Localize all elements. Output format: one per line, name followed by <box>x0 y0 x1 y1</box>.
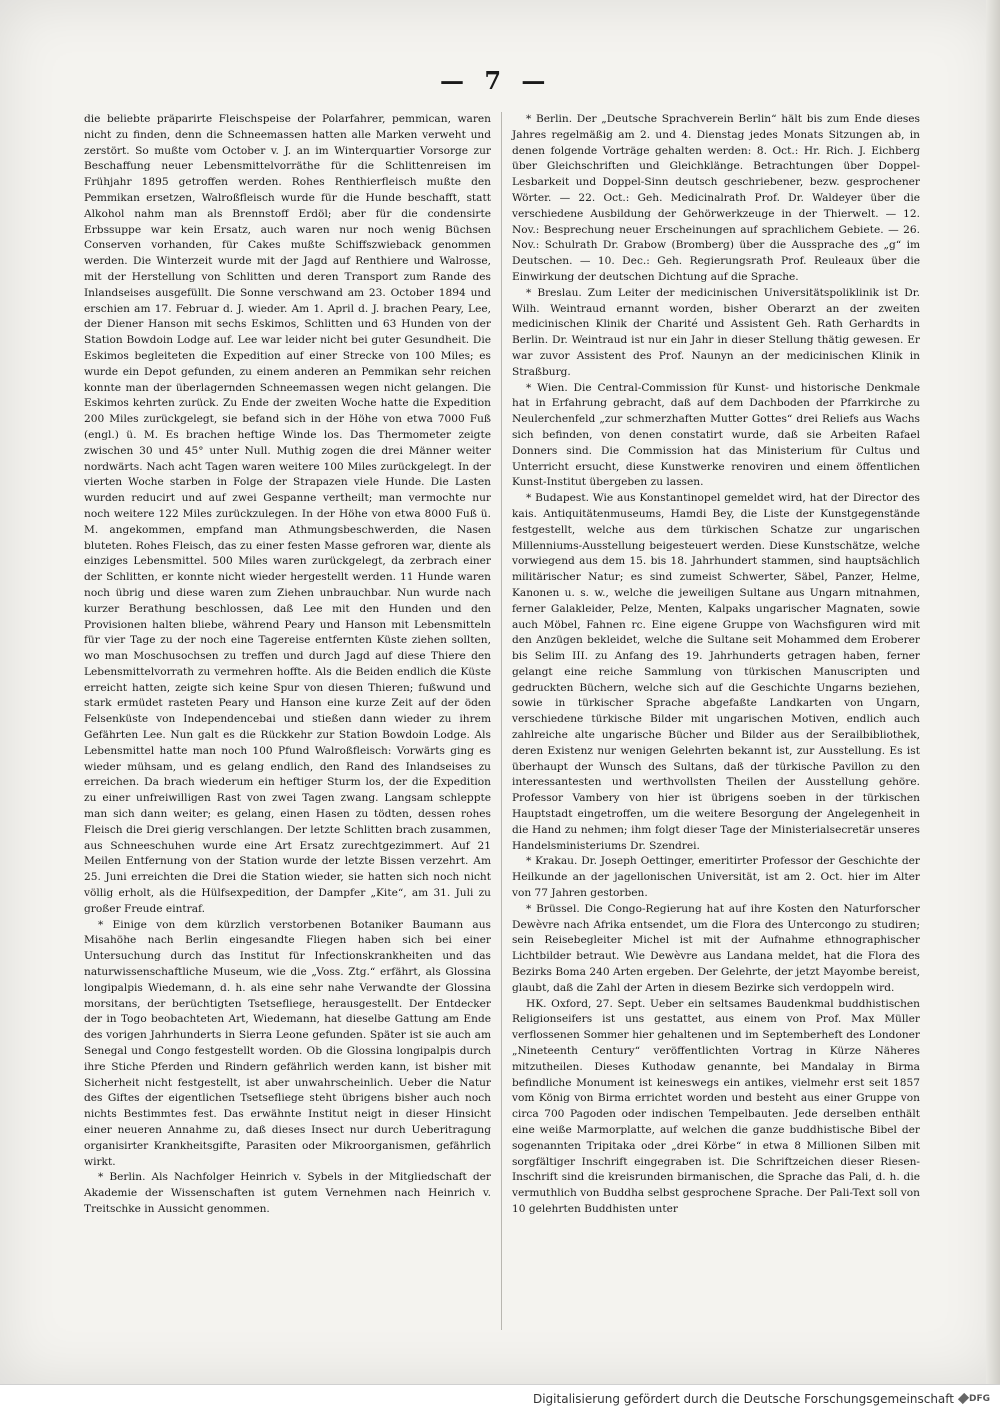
right-column <box>512 112 920 1218</box>
article-paragraph: * Krakau. Dr. Joseph Oettinger, emeritirter Professor der Geschichte der Heilkunde an der jagellonischen Universität, ist am 2. Oct. hier im Alter von 77 Jahren gestorben. <box>512 855 920 900</box>
page-number: — 7 — <box>440 66 552 95</box>
article-paragraph: * Einige von dem kürzlich verstorbenen Botaniker Baumann aus Misahöhe nach Berlin eingesandte Fliegen haben sich bei einer Untersuchung durch das Institut für Infectionskrankheiten und das naturwissenschaftliche Museum, wie die „Voss. Ztg.“ erfährt, als Glossina longipalpis Wiedemann, d. h. als eine sehr nahe Verwandte der Glossina morsitans, der berüchtigten Tsetsefliege, herausgestellt. Der Entdecker der in Togo beobachteten Art, Wiedemann, hat dieselbe Gattung am Ende des vorigen Jahrhunderts in Sierra Leone gefunden. Später ist sie auch am Senegal und Congo festgestellt worden. Ob die Glossina longipalpis durch ihre Stiche Pferden und Rindern gefährlich werden kann, ist bisher mit Sicherheit nicht festgestellt, ist aber unwahrscheinlich. Ueber die Natur des Giftes der eigentlichen Tsetsefliege steht übrigens bisher auch noch nichts Bestimmtes fest. Das erwähnte Institut neigt in dieser Hinsicht einer neueren Annahme zu, daß dieses Insect nur durch Ueberitragung organisirter Krankheitsgifte, Parasiten oder Mikroorganismen, gefährlich wirkt. <box>84 918 491 1168</box>
column-divider <box>501 112 502 1330</box>
funding-notice: Digitalisierung gefördert durch die Deutsche Forschungsgemeinschaft <box>532 1392 954 1406</box>
page-edge <box>986 0 1000 1384</box>
article-paragraph: * Brüssel. Die Congo-Regierung hat auf ihre Kosten den Naturforscher Dewèvre nach Afrika entsendet, um die Flora des Untercongo zu studiren; sein Reisebegleiter Michel ist mit der Aufnahme ethnographischer Lichtbilder betraut. Wie Dewèvre aus Landana meldet, hat die Flora des Bezirks Boma 240 Arten ergeben. Der Gelehrte, der jetzt Mayombe bereist, glaubt, daß die Zahl der Arten in diesem Bezirke sich verdoppeln wird. <box>512 902 920 994</box>
article-paragraph: * Wien. Die Central-Commission für Kunst- und historische Denkmale hat in Erfahrung gebracht, daß auf dem Dachboden der Pfarrkirche zu Neulerchenfeld „zur schmerzhaften Mutter Gottes“ drei Reliefs aus Wachs sich befinden, von denen constatirt wurde, daß sie Arbeiten Rafael Donners sind. Die Commission hat das Ministerium für Cultus und Unterricht ersucht, diese Kunstwerke renoviren und einem öffentlichen Kunst-Institut übergeben zu lassen. <box>512 381 920 489</box>
dfg-logo-text: DFG <box>968 1393 990 1404</box>
footer-bar <box>0 1384 1000 1413</box>
dfg-diamond-icon <box>958 1393 969 1404</box>
article-paragraph: * Budapest. Wie aus Konstantinopel gemeldet wird, hat der Director des kais. Antiquitätenmuseums, Hamdi Bey, die Liste der Kunstgegenstände festgestellt, welche aus dem türkischen Schatze zur ungarischen Millenniums-Ausstellung beigesteuert werden. Diese Kunstschätze, welche vorwiegend aus dem 15. bis 18. Jahrhundert stammen, sind hauptsächlich militärischer Natur; es sind zumeist Schwerter, Säbel, Panzer, Helme, Kanonen u. s. w., welche die jeweiligen Sultane aus Ungarn mitnahmen, ferner Galakleider, Pelze, Menten, Kalpaks ungarischer Magnaten, sowie auch Möbel, Fahnen rc. Eine eigene Gruppe von Wachsfiguren wird mit den Anzügen bekleidet, welche die Sultane seit Mohammed dem Eroberer bis Selim III. zu Anfang des 19. Jahrhunderts getragen haben, ferner gelangt eine reiche Sammlung von türkischen Manuscripten und gedruckten Büchern, welche sich auf die Geschichte Ungarns beziehen, sowie in türkischer Sprache abgefaßte Landkarten von Ungarn, verschiedene türkische Bilder mit ungarischen Motiven, endlich auch zahlreiche alte ungarische Bücher und Bilder aus der Serailbibliothek, deren Existenz nur wenigen Gelehrten bekannt ist, zur Ausstellung. Es ist überhaupt der Wunsch des Sultans, daß der türkische Pavillon zu den interessantesten und werthvollsten Theilen der Ausstellung gehöre. Professor Vambery von hier ist übrigens soeben in der türkischen Hauptstadt eingetroffen, um die weitere Besorgung der Angelegenheit in die Hand zu nehmen; ihm folgt dieser Tage der Ministerialsecretär unseres Handelsministeriums Dr. Szendrei. <box>512 492 920 852</box>
dfg-logo-icon <box>960 1390 990 1407</box>
article-paragraph: HK. Oxford, 27. Sept. Ueber ein seltsames Baudenkmal buddhistischen Religionseifers ist uns gestattet, aus einem von Prof. Max Müller verflossenen Sommer hier gehaltenen und im Septemberheft des Londoner „Nineteenth Century“ veröffentlichten Vortrag in Kürze Näheres mitzutheilen. Dieses Kuthodaw genannte, bei Mandalay in Birma befindliche Monument ist keineswegs ein antikes, vielmehr erst seit 1857 vom König von Birma errichtet worden und besteht aus einer Gruppe von circa 700 Pagoden oder indischen Tempelbauten. Jede derselben enthält eine weiße Marmorplatte, auf welchen die ganze buddhistische Bibel der sogenannten Tripitaka oder „drei Körbe“ in etwa 8 Millionen Silben mit sorgfältiger Inschrift eingegraben ist. Die Schriftzeichen dieser Riesen-Inschrift sind die kreisrunden birmanischen, die Sprache das Pali, d. h. die vermuthlich von Buddha selbst gesprochene Sprache. Der Pali-Text soll von 10 gelehrten Buddhisten unter <box>512 997 920 1215</box>
article-paragraph: die beliebte präparirte Fleischspeise der Polarfahrer, pemmican, waren nicht zu finden, denn die Schneemassen hatten alle Marken verweht und zerstört. So mußte vom October v. J. an im Winterquartier Vorsorge zur Beschaffung neuer Lebensmittelvorräthe für die Schlittenreisen im Frühjahr 1895 getroffen werden. Rohes Renthierfleisch mußte den Pemmikan ersetzen, Walroßfleisch wurde für die Hunde beschafft, statt Alkohol nahm man als Brennstoff Erdöl; aber für die condensirte Erbssuppe war kein Ersatz, auch waren nur noch wenig Büchsen Conserven vorhanden, für Cakes mußte Schiffszwieback genommen werden. Die Winterzeit wurde mit der Jagd auf Renthiere und Walrosse, mit der Herstellung von Schlitten und deren Transport zum Rande des Inlandseises ausgefüllt. Die Sonne verschwand am 23. October 1894 und erschien am 17. Februar d. J. wieder. Am 1. April d. J. brachen Peary, Lee, der Diener Hanson mit sechs Eskimos, Schlitten und 63 Hunden von der Station Bowdoin Lodge auf. Lee war leider nicht bei guter Gesundheit. Die Eskimos begleiteten die Expedition auf einer Strecke von 100 Miles; es wurde ein Depot gefunden, zu einem anderen an Pemmikan sehr reichen konnte man der überlagernden Schneemassen wegen nicht gelangen. Die Eskimos kehrten zurück. Zu Ende der zweiten Woche hatte die Expedition 200 Miles zurückgelegt, sie befand sich in der Höhe von etwa 7000 Fuß (engl.) ü. M. Es brachen heftige Winde los. Das Thermometer zeigte zwischen 30 und 45° unter Null. Muthig zogen die drei Männer weiter nordwärts. Nach acht Tagen waren weitere 100 Miles zurückgelegt. In der vierten Woche starben in Folge der Strapazen viele Hunde. Die Lasten wurden reducirt und auf zwei Gespanne vertheilt; man vermochte nur noch weitere 122 Miles zurückzulegen. In der Höhe von etwa 8000 Fuß ü. M. angekommen, empfand man Athmungsbeschwerden, die Nasen bluteten. Rohes Fleisch, das zu einer festen Masse gefroren war, diente als einziges Lebensmittel. 500 Miles waren zurückgelegt, da zerbrach einer der Schlitten, er konnte nicht wieder hergestellt werden. 11 Hunde waren noch übrig und diese waren zum Ziehen unbrauchbar. Nun wurde nach kurzer Berathung beschlossen, daß Lee mit den Hunden und den Provisionen halten bliebe, während Peary und Hanson mit Lebensmitteln für vier Tage zu der noch eine Tagereise entfernten Küste ziehen sollten, wo man Moschusochsen zu treffen und durch Jagd auf diese Thiere den Lebensmittelvorrath zu vermehren hoffte. Als die Beiden endlich die Küste erreicht hatten, zeigte sich keine Spur von diesen Thieren; fußwund und stark ermüdet rasteten Peary und Hanson eine kurze Zeit auf der öden Felsenküste von Independencebai und stießen dann wieder zu ihrem Gefährten Lee. Nun galt es die Rückkehr zur Station Bowdoin Lodge. Als Lebensmittel hatte man noch 100 Pfund Walroßfleisch: Vorwärts ging es wieder mühsam, und es gelang endlich, den Rand des Inlandseises zu erreichen. Da brach wiederum ein heftiger Sturm los, der die Expedition zu einer unfreiwilligen Rast von zwei Tagen zwang. Langsam schleppte man sich dann weiter; es gelang, einen Hasen zu tödten, dessen rohes Fleisch die Drei gierig verschlangen. Der letzte Schlitten brach zusammen, aus Schneeschuhen wurde eine Art Ersatz zurechtgezimmert. Auf 21 Meilen Entfernung von der Station wurde der letzte Bissen verzehrt. Am 25. Juni erreichten die Drei die Station wieder, sie hatten sich noch nicht völlig erholt, als die Hülfsexpedition, der Dampfer „Kite“, am 31. Juli zu großer Freude eintraf. <box>84 113 491 915</box>
article-paragraph: * Berlin. Der „Deutsche Sprachverein Berlin“ hält bis zum Ende dieses Jahres regelmäßig am 2. und 4. Dienstag jedes Monats Sitzungen ab, in denen folgende Vorträge gehalten werden: 8. Oct.: Hr. Rich. J. Eichberg über Gleichschriften und Gleichklänge. Betrachtungen über Doppel-Lesbarkeit und Doppel-Sinn deutsch geschriebener, bezw. gesprochener Wörter. — 22. Oct.: Geh. Medicinalrath Prof. Dr. Waldeyer über die verschiedene Ausbildung der Gehörwerkzeuge in der Thierwelt. — 12. Nov.: Besprechung neuer Erscheinungen auf sprachlichem Gebiete. — 26. Nov.: Schulrath Dr. Grabow (Bromberg) über die Aussprache des „g“ im Deutschen. — 10. Dec.: Geh. Regierungsrath Prof. Reuleaux über die Einwirkung der deutschen Dichtung auf die Sprache. <box>512 113 920 283</box>
article-paragraph: * Breslau. Zum Leiter der medicinischen Universitätspoliklinik ist Dr. Wilh. Weintraud ernannt worden, bisher Oberarzt an der zweiten medicinischen Klinik der Charité und Assistent Geh. Rath Gerhardts in Berlin. Dr. Weintraud ist nur ein Jahr in dieser Stellung thätig gewesen. Er war zuvor Assistent des Prof. Naunyn an der medicinischen Klinik in Straßburg. <box>512 286 920 378</box>
article-paragraph: * Berlin. Als Nachfolger Heinrich v. Sybels in der Mitgliedschaft der Akademie der Wissenschaften ist gutem Vernehmen nach Heinrich v. Treitschke in Aussicht genommen. <box>84 1171 491 1215</box>
left-column <box>84 112 491 1218</box>
